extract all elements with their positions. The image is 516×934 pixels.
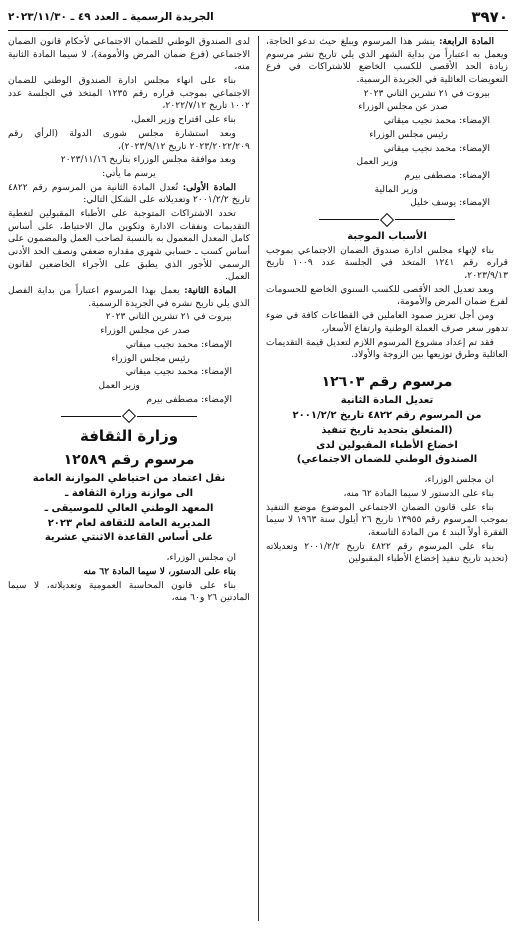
place-date: بيروت في ٢١ تشرين الثاني ٢٠٢٣ xyxy=(363,87,490,99)
decree-subtitle: على أساس القاعدة الاثنتي عشرية xyxy=(44,532,214,544)
decree-subtitle: من المرسوم رقم ٤٨٢٢ تاريخ ٢٠٠١/٢/٢ xyxy=(292,410,482,422)
basis-paragraph: بناء على المرسوم رقم ٤٨٢٢ تاريخ ٢٠٠١/٢/٢ وتعديلاته (تحديد تاريخ تنفيذ إخضاع الأطباء المقبولين xyxy=(266,540,508,565)
signature-pm-2: الإمضاء: محمد نجيب ميقاتي xyxy=(383,142,490,154)
finance-minister-title: وزير المالية xyxy=(374,183,418,195)
basis-paragraph: بناء على انهاء مجلس ادارة الصندوق الوطني للضمان الاجتماعي بموجب قراره رقم ١٢٣٥ المتخذ في الجلسة عدد ١٠٠٢ تاريخ ٢٠٢٢/٧/١٢، xyxy=(8,75,250,112)
basis-paragraph: وبعد استشارة مجلس شورى الدولة (الرأي رقم ٢٠٢٣/٢٠٢٢/٢٠٩ تاريخ ٢٠٢٣/٩/١٢)، xyxy=(8,127,250,152)
signature-pm: الإمضاء: محمد نجيب ميقاتي xyxy=(125,338,232,350)
reasons-paragraph: فقد تم إعداد مشروع المرسوم اللازم لتعديل قيمة التقديمات العائلية وطرق توزيعها بين الزوجة والأولاد. xyxy=(266,336,508,361)
basis-paragraph: بناء على اقتراح وزير العمل، xyxy=(130,114,236,126)
decree-subtitle: الصندوق الوطني للضمان الاجتماعي) xyxy=(296,454,478,466)
basis-paragraph: بناء على الدستور، لا سيما المادة ٦٢ منه xyxy=(83,565,236,577)
reasons-paragraph: بناء لإنهاء مجلس ادارة صندوق الضمان الاجتماعي بموجب قراره رقم ١٢٤١ المتخذ في الجلسة عدد ١٠٠٩ تاريخ ٢٠٢٣/٩/١٣، xyxy=(266,244,508,282)
separator-line xyxy=(137,416,197,417)
issued-by: صدر عن مجلس الوزراء xyxy=(358,101,448,113)
decree-subtitle: المديرية العامة للثقافة لعام ٢٠٢٣ xyxy=(47,517,211,529)
basis-paragraph: بناء على قانون الضمان الاجتماعي الموضوع موضع التنفيذ بموجب المرسوم رقم ١٣٩٥٥ تاريخ ٢٦ أيلول سنة ١٩٦٣ لا سيما الفقرة أولاً البند ٤ من المادة التاسعة، xyxy=(266,501,508,538)
signature-pm: الإمضاء: محمد نجيب ميقاتي xyxy=(383,115,490,127)
signature-finance: الإمضاء: يوسف خليل xyxy=(410,197,490,209)
right-column xyxy=(266,36,508,921)
column-divider xyxy=(258,36,259,921)
decree-title: مرسوم رقم ١٢٥٨٩ xyxy=(63,451,195,468)
article-1-label: المادة الأولى: xyxy=(182,181,237,193)
labor-minister-title: وزير العمل xyxy=(356,156,398,168)
place-date: بيروت في ٢١ تشرين الثاني ٢٠٢٣ xyxy=(105,311,232,323)
signature-pm-2: الإمضاء: محمد نجيب ميقاتي xyxy=(125,366,232,378)
decree-subtitle: تعديل المادة الثانية xyxy=(340,395,434,407)
article-2-label: المادة الثانية: xyxy=(184,285,236,297)
page-header xyxy=(8,6,508,31)
section-separator xyxy=(266,215,508,225)
signature-labor: الإمضاء: مصطفى بيرم xyxy=(404,169,490,181)
cabinet-line: ان مجلس الوزراء، xyxy=(424,474,494,486)
reasons-paragraph: ومن أجل تعزيز صمود العاملين في القطاعات كافة في ضوء تدهور سعر صرف العملة الوطنية وارتفاع الأسعار، xyxy=(266,310,508,334)
gazette-issue-line: الجريدة الرسمية ـ العدد ٤٩ ـ ٢٠٢٣/١١/٣٠ xyxy=(8,10,214,23)
pm-title: رئيس مجلس الوزراء xyxy=(111,352,190,364)
article-1-body: تحدد الاشتراكات المتوجبة على الأطباء المقبولين لتغطية التقديمات ونفقات الادارة وتكوين مال الاحتياط، على أساس كامل المعدل المعمول به بالنسبة لصاحب العمل والمضمون على أساس كسب ـ حسابي شهري مقداره ضعفي ونصف الحد الأدنى الرسمي للأجور الذي يطبق على الأجراء الخاضعين لقانون العمل. xyxy=(8,207,250,283)
columns xyxy=(8,36,508,921)
continued-paragraph: لدى الصندوق الوطني للضمان الاجتماعي لأحكام قانون الضمان الاجتماعي (فرع ضمان المرض والأمومة)، لا سيما المادة الثانية منه، xyxy=(8,36,250,73)
article-4-label: المادة الرابعة: xyxy=(439,36,494,47)
labor-minister-title: وزير العمل xyxy=(98,379,140,391)
reasons-paragraph: وبعد تعديل الحد الأقصى للكسب السنوي الخاضع للحسومات لفرع ضمان المرض والأمومة، xyxy=(266,283,508,308)
decree-subtitle: المعهد الوطني العالي للموسيقى ـ xyxy=(44,502,214,514)
separator-line xyxy=(395,219,455,220)
cabinet-line: ان مجلس الوزراء، xyxy=(166,552,236,564)
decree-subtitle: نقل اعتماد من احتياطي الموازنة العامة xyxy=(32,473,226,485)
decree-subtitle: اخضاع الأطباء المقبولين لدى xyxy=(316,439,458,451)
separator-line xyxy=(319,219,379,220)
separator-diamond-icon xyxy=(380,213,394,227)
pm-title: رئيس مجلس الوزراء xyxy=(369,128,448,140)
article-1 xyxy=(8,182,250,207)
decrees-line: يرسم ما يأتي: xyxy=(102,167,156,179)
signature-labor: الإمضاء: مصطفى بيرم xyxy=(146,393,232,405)
section-separator xyxy=(8,411,250,421)
decree-title: مرسوم رقم ١٢٦٠٣ xyxy=(321,373,453,390)
basis-paragraph: بناء على الدستور لا سيما المادة ٦٢ منه، xyxy=(343,487,494,499)
article-1-text: تُعدل المادة الثانية من المرسوم رقم ٤٨٢٢ تاريخ ٢٠٠١/٢/٢ وتعديلاته على الشكل التالي: xyxy=(8,181,250,206)
decree-subtitle: الى موازنة وزارة الثقافة ـ xyxy=(65,488,193,500)
article-2-text: يعمل بهذا المرسوم اعتباراً من بداية الفصل الذي يلي تاريخ نشره في الجريدة الرسمية. xyxy=(8,285,250,309)
article-4-text: ينشر هذا المرسوم ويبلغ حيث تدعو الحاجة، ويعمل به اعتباراً من بداية الشهر الذي يلي تاريخ نشر مرسوم زيادة الحد الأقصى للكسب الخاضع للاشتراكات في فرع التعويضات العائلية في الجريدة الرسمية. xyxy=(266,36,508,86)
left-column xyxy=(8,36,250,921)
article-2 xyxy=(8,285,250,310)
separator-diamond-icon xyxy=(122,409,136,423)
ministry-title: وزارة الثقافة xyxy=(79,427,179,446)
basis-paragraph: بناء على قانون المحاسبة العمومية وتعديلاته، لا سيما المادتين ٢٦ و٦٠ منه، xyxy=(8,579,250,604)
issued-by: صدر عن مجلس الوزراء xyxy=(100,325,190,337)
page-number: ٣٩٧٠ xyxy=(471,7,508,26)
separator-line xyxy=(61,416,121,417)
article-4 xyxy=(266,36,508,87)
decree-subtitle: (المتعلق بتحديد تاريخ تنفيذ xyxy=(321,424,453,436)
basis-paragraph: وبعد موافقة مجلس الوزراء بتاريخ ٢٠٢٣/١١/١٦ xyxy=(60,154,236,166)
reasons-title: الأسباب الموجبة xyxy=(347,230,427,242)
